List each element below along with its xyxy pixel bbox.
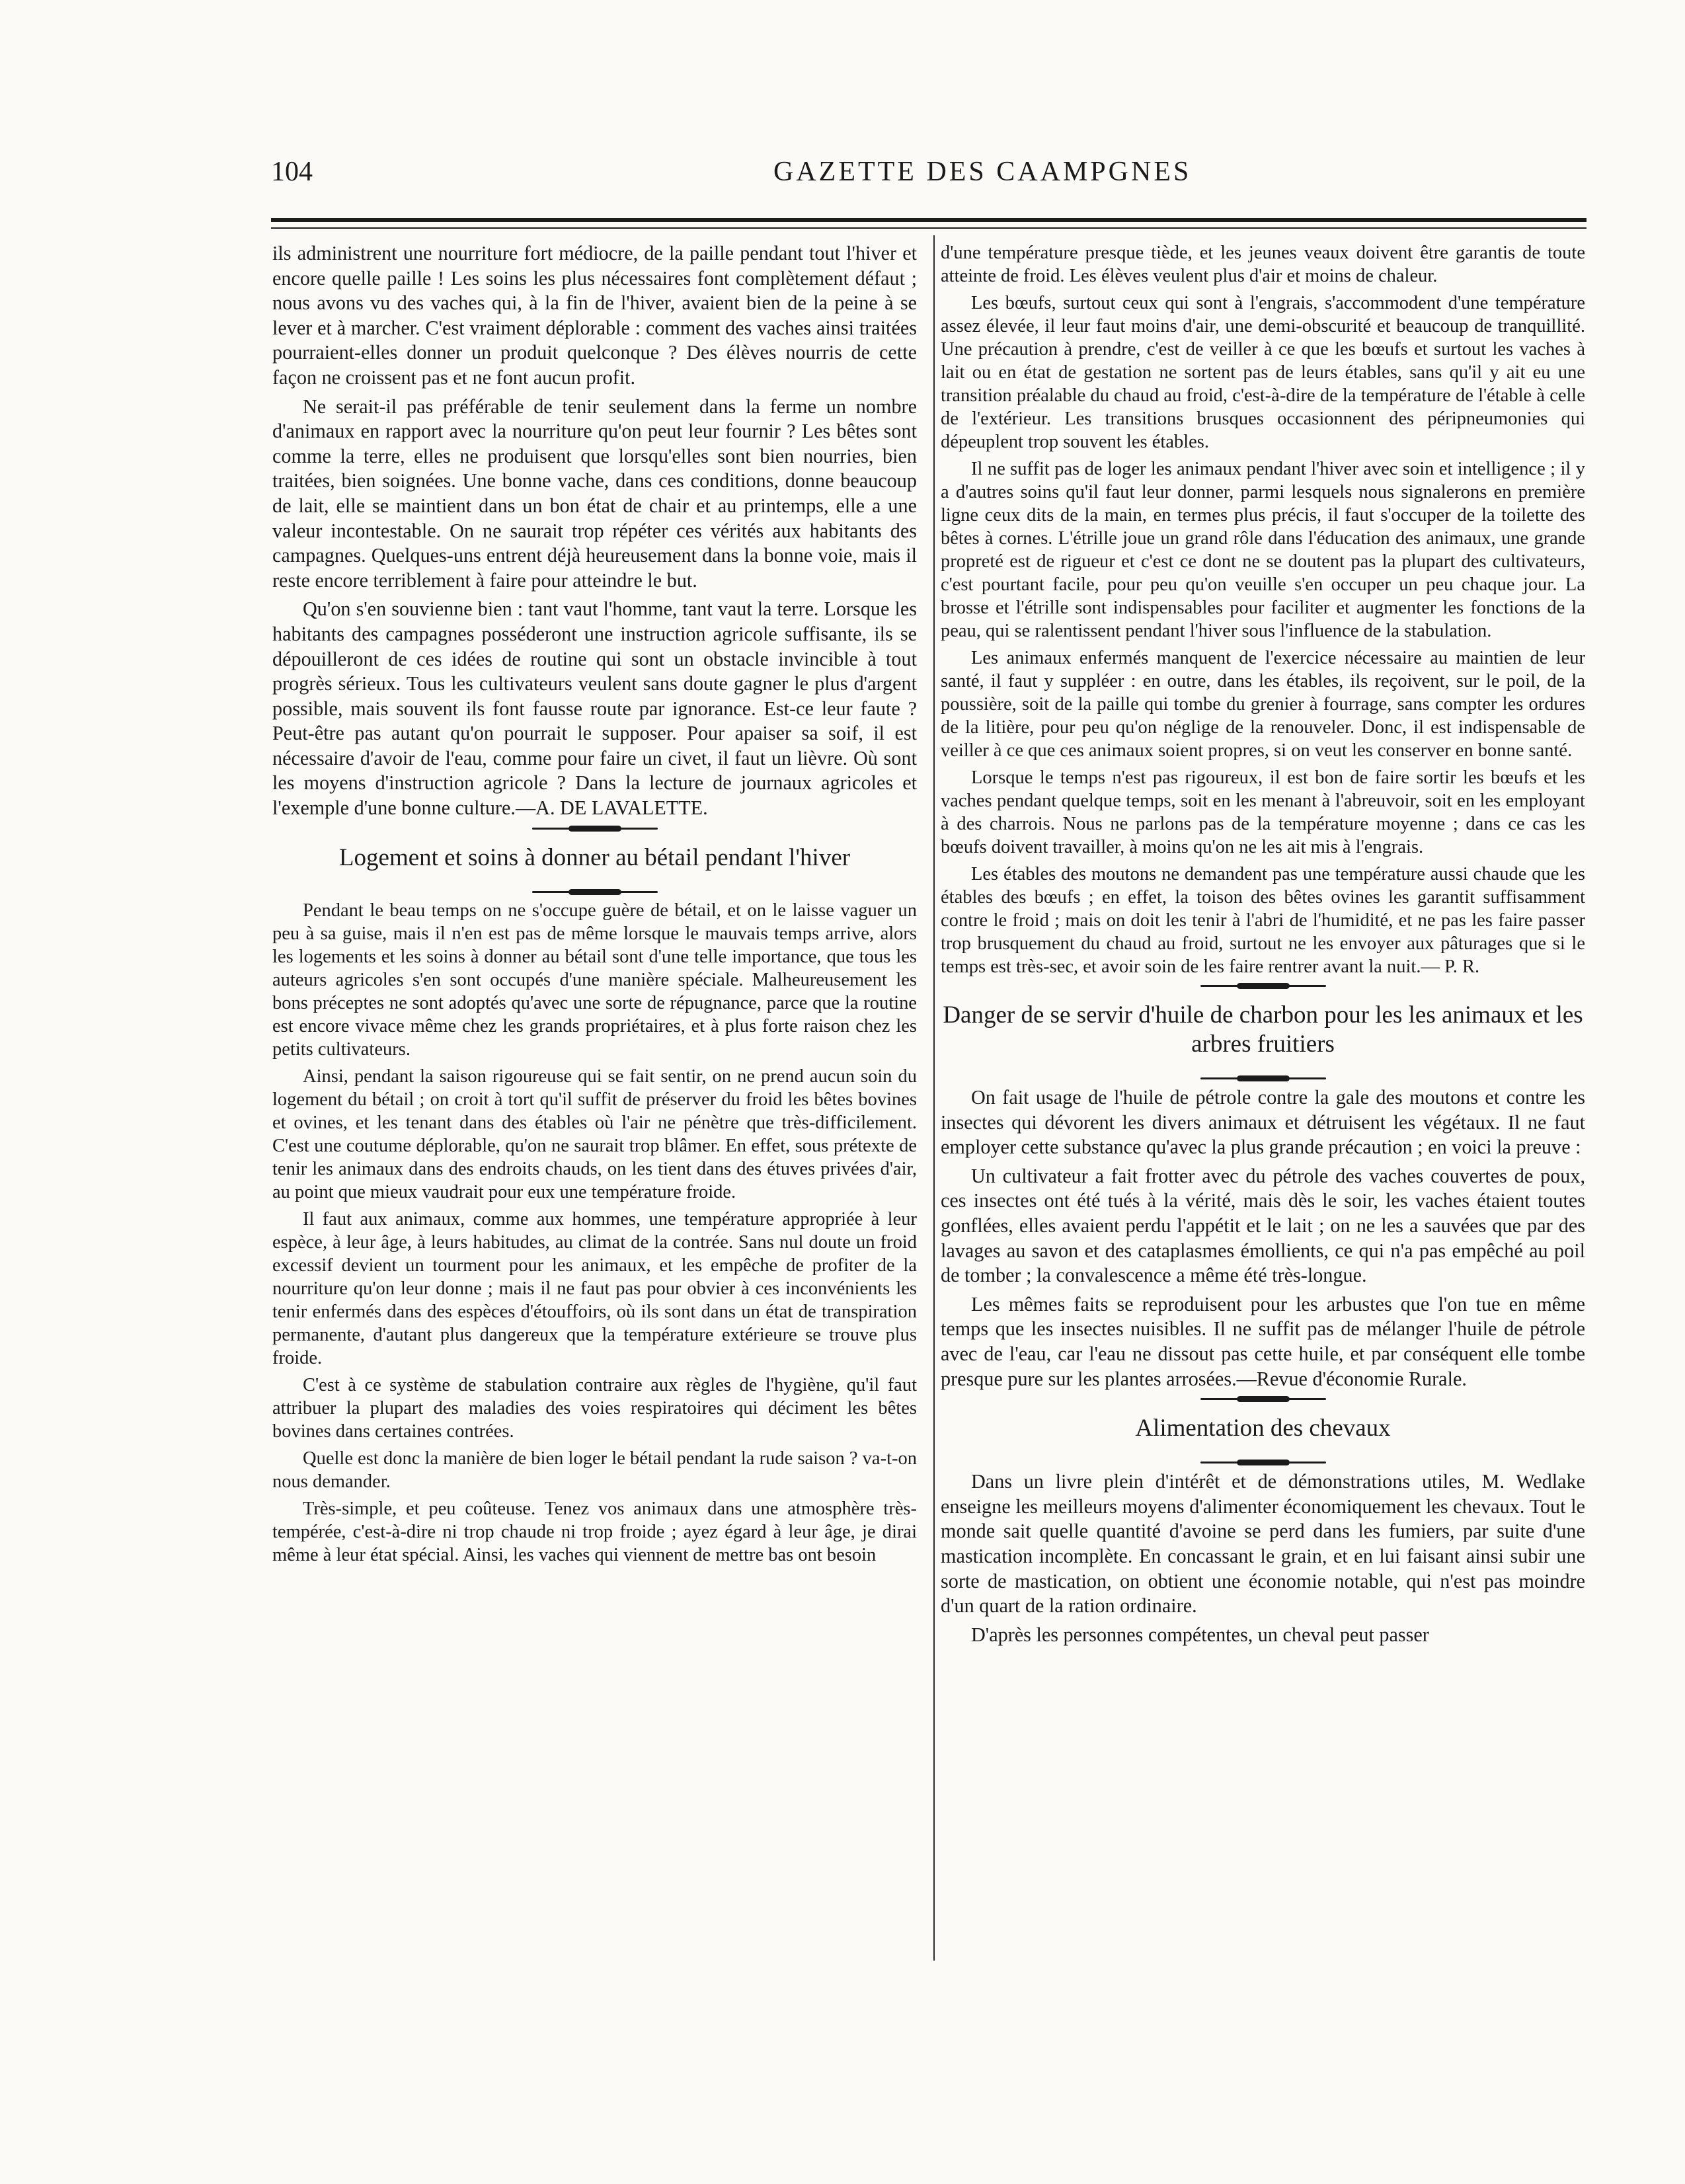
paragraph: Un cultivateur a fait frotter avec du pétrole des vaches couvertes de poux, ces insectes ont été tués à la vérité, mais dès le soir, les vaches étaient toutes gonflées, elles avaient perdu l'appétit et le lait ; on ne les a sauvées que par des lavages au savon et des cataplasmes émollients, ce qui n'a pas empêché au poil de tomber ; la convalescence a même été très-longue. xyxy=(941,1164,1585,1287)
separator-ornament xyxy=(272,884,917,899)
paragraph: d'une température presque tiède, et les jeunes veaux doivent être garantis de toute atteinte de froid. Les élèves veulent plus d'air et moins de chaleur. xyxy=(941,243,1585,286)
paragraph: Quelle est donc la manière de bien loger le bétail pendant la rude saison ? va-t-on nous demander. xyxy=(272,1448,917,1492)
paragraph: Les animaux enfermés manquent de l'exercice nécessaire au maintien de leur santé, il faut y suppléer : en outre, dans les étables, ils reçoivent, sur le poil, de la poussière, soit de la paille qui tombe du grenier à fourrage, sans compter les ordures de la litière, pour peu qu'on néglige de la renouveler. Donc, il est indispensable de veiller à ce que ces animaux soient propres, si on veut les conserver en bonne santé. xyxy=(941,648,1585,761)
header-rule-thin xyxy=(271,227,1587,229)
separator-ornament xyxy=(941,1391,1585,1406)
article-body xyxy=(941,1085,1585,1391)
left-column xyxy=(272,241,917,1567)
separator-ornament xyxy=(941,978,1585,993)
separator-ornament xyxy=(272,821,917,836)
article-title: Danger de se servir d'huile de charbon pour les les animaux et les arbres fruitiers xyxy=(943,1001,1583,1058)
paragraph: ils administrent une nourriture fort médiocre, de la paille pendant tout l'hiver et encore quelle paille ! Les soins les plus nécessaires font complètement défaut ; nous avons vu des vaches qui, à la fin de l'hiver, avaient bien de la peine à se lever et à marcher. C'est vraiment déplorable : comment des vaches ainsi traitées pourraient-elles donner un produit quelconque ? Des élèves nourris de cette façon ne croissent pas et ne font aucun profit. xyxy=(272,242,917,389)
separator-ornament xyxy=(941,1455,1585,1469)
paragraph: Ne serait-il pas préférable de tenir seulement dans la ferme un nombre d'animaux en rapport avec la nourriture qu'on peut leur fournir ? Les bêtes sont comme la terre, elles ne produisent que lorsqu'elles sont bien nourries, bien traitées, bien soignées. Une bonne vache, dans ces conditions, donne beaucoup de lait, elle se maintient dans un bon état de chair et au printemps, elle a une valeur incontestable. On ne saurait trop répéter ces vérités aux habitants des campagnes. Quelques-uns entrent déjà heureusement dans la bonne voie, mais il reste encore terriblement à faire pour atteindre le but. xyxy=(272,395,917,592)
paragraph: Lorsque le temps n'est pas rigoureux, il est bon de faire sortir les bœufs et les vaches pendant quelque temps, soit en les menant à l'abreuvoir, soit en les employant à des charrois. Nous ne parlons pas de la température moyenne ; dans ce cas les bœufs doivent travailler, à moins qu'on ne les ait mis à l'engrais. xyxy=(941,767,1585,857)
article-body xyxy=(941,1469,1585,1647)
right-column xyxy=(941,241,1585,1647)
paragraph: Très-simple, et peu coûteuse. Tenez vos animaux dans une atmosphère très-tempérée, c'est-à-dire ni trop chaude ni trop froide ; ayez égard à leur âge, je dirai même à leur état spécial. Ainsi, les vaches qui viennent de mettre bas ont besoin xyxy=(272,1498,917,1565)
separator-ornament xyxy=(941,1071,1585,1085)
paragraph: D'après les personnes compétentes, un cheval peut passer xyxy=(971,1623,1429,1646)
header-rule-thick xyxy=(271,218,1587,222)
paragraph: Ainsi, pendant la saison rigoureuse qui se fait sentir, on ne prend aucun soin du logement du bétail ; on croit à tort qu'il suffit de préserver du froid les bêtes bovines et ovines, et les tenant dans des étables où l'air ne pénètre que très-difficilement. C'est une coutume déplorable, qu'on ne saurait trop blâmer. En effet, sous prétexte de tenir les animaux dans des endroits chauds, on les tient dans des étuves privées d'air, au point que mieux vaudrait pour eux une température froide. xyxy=(272,1066,917,1202)
page-header xyxy=(271,153,1587,193)
paragraph: On fait usage de l'huile de pétrole contre la gale des moutons et contre les insectes qui dévorent les divers animaux et détruisent les végétaux. Il ne faut employer cette substance qu'avec la plus grande précaution ; en voici la preuve : xyxy=(941,1086,1585,1159)
paragraph: Qu'on s'en souvienne bien : tant vaut l'homme, tant vaut la terre. Lorsque les habitants des campagnes posséderont une instruction agricole suffisante, ils se dépouilleront de ces idées de routine qui sont un obstacle invincible à tout progrès sérieux. Tous les cultivateurs veulent sans doute gagner le plus d'argent possible, mais souvent ils font fausse route par ignorance. Est-ce leur faute ? Peut-être pas autant qu'on pourrait le supposer. Pour apaiser sa soif, il est nécessaire d'avoir de l'eau, comme pour faire un civet, il faut un lièvre. Où sont les moyens d'instruction agricole ? Dans la lecture de journaux agricoles et l'exemple d'une bonne culture.—A. DE LAVALETTE. xyxy=(272,598,917,820)
article-title: Logement et soins à donner au bétail pendant l'hiver xyxy=(338,843,851,871)
page-number: 104 xyxy=(271,157,313,187)
article-body xyxy=(272,899,917,1567)
paragraph: Les étables des moutons ne demandent pas une température aussi chaude que les étables des bœufs ; en effet, la toison des bêtes ovines les garantit suffisamment contre le froid ; mais on doit les tenir à l'abri de l'humidité, et ne pas les faire passer trop brusquement du chaud au froid, surtout ne les envoyer aux pâturages que si le temps est très-sec, et avoir soin de les faire rentrer avant la nuit.— P. R. xyxy=(941,864,1585,977)
paragraph: Il ne suffit pas de loger les animaux pendant l'hiver avec soin et intelligence ; il y a d'autres soins qu'il faut leur donner, parmi lesquels nous signalerons en première ligne ceux dits de la main, en termes plus précis, il faut s'occuper de la toilette des bêtes à cornes. L'étrille joue un grand rôle dans l'éducation des animaux, une grande propreté est de rigueur et c'est ce dont ne se doutent pas la plupart des cultivateurs, c'est pourtant facile, pour peu qu'on veuille s'en occuper un peu chaque jour. La brosse et l'étrille sont indispensables pour faciliter et augmenter les fonctions de la peau, qui se ralentissent pendant l'hiver sous l'influence de la stabulation. xyxy=(941,459,1585,641)
paragraph: Les bœufs, surtout ceux qui sont à l'engrais, s'accommodent d'une température assez élevée, il leur faut moins d'air, une demi-obscurité et beaucoup de tranquillité. Une précaution à prendre, c'est de veiller à ce que les bœufs et surtout les vaches à lait ou en état de gestation ne sortent pas de leurs étables, sans qu'il y ait eu une transition préalable du chaud au froid, c'est-à-dire de la température de l'étable à celle de l'extérieur. Les transitions brusques occasionnent des péripneumonies qui dépeuplent trop souvent les étables. xyxy=(941,293,1585,452)
running-title: GAZETTE DES CAAMPGNES xyxy=(773,157,1192,187)
paragraph: Les mêmes faits se reproduisent pour les arbustes que l'on tue en même temps que les insectes nuisibles. Il ne suffit pas de mélanger l'huile de pétrole avec de l'eau, car l'eau ne dissout pas cette huile, et par conséquent elle tombe presque pure sur les plantes arrosées.—Revue d'économie Rurale. xyxy=(941,1292,1585,1390)
paragraph: Pendant le beau temps on ne s'occupe guère de bétail, et on le laisse vaguer un peu à sa guise, mais il n'en est pas de même lorsque le mauvais temps arrive, alors les logements et les soins à donner au bétail sont d'une telle importance, que tous les auteurs agricoles s'en sont occupés d'une manière spéciale. Malheureusement les bons préceptes ne sont adoptés qu'avec une sorte de répugnance, parce que la routine est encore vivace même chez les grands propriétaires, et à plus forte raison chez les petits cultivateurs. xyxy=(272,900,917,1060)
column-divider xyxy=(933,235,935,1961)
paragraph: Il faut aux animaux, comme aux hommes, une température appropriée à leur espèce, à leur âge, à leurs habitudes, au climat de la contrée. Sans nul doute un froid excessif devient un tourment pour les animaux, et les empêche de profiter de la nourriture qu'on leur donne ; mais il ne faut pas pour obvier à ces inconvénients les tenir enfermés dans des espèces d'étouffoirs, où ils sont dans un état de transpiration permanente, d'autant plus dangereux que la température extérieure se trouve plus froide. xyxy=(272,1208,917,1368)
paragraph: Dans un livre plein d'intérêt et de démonstrations utiles, M. Wedlake enseigne les meilleurs moyens d'alimenter économiquement les chevaux. Tout le monde sait quelle quantité d'avoine se perd dans les fumiers, par suite d'une mastication incomplète. En concassant le grain, et en lui faisant ainsi subir une sorte de mastication, on obtient une économie notable, qui n'est pas moindre d'un quart de la ration ordinaire. xyxy=(941,1470,1585,1618)
article-continuation xyxy=(941,241,1585,978)
paragraph: C'est à ce système de stabulation contraire aux règles de l'hygiène, qu'il faut attribuer la plupart des maladies des voies respiratoires qui déciment les bêtes bovines dans certaines contrées. xyxy=(272,1374,917,1442)
article-title: Alimentation des chevaux xyxy=(1135,1415,1391,1442)
